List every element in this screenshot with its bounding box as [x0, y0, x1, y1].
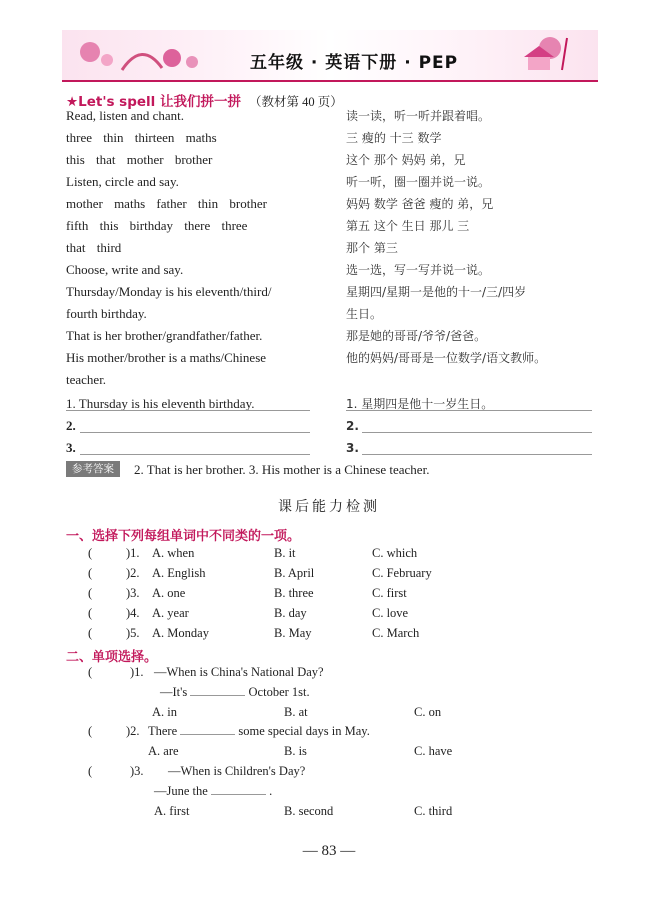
stem-end: some special days in May.: [238, 724, 370, 738]
spell-row-zh: 他的妈妈/哥哥是一位数学/语文教师。: [346, 351, 547, 365]
numbered-answer-zh: 1. 星期四是他十一岁生日。: [346, 397, 494, 411]
writing-line: [346, 410, 592, 411]
question-number: )2.: [126, 566, 140, 580]
writing-line: [80, 432, 310, 433]
writing-line: [362, 432, 592, 433]
option-b: B. May: [274, 626, 312, 640]
fill-blank[interactable]: [180, 723, 235, 735]
answer-bracket: (: [88, 626, 93, 640]
question-number: )4.: [126, 606, 140, 620]
spell-row-zh: 星期四/星期一是他的十一/三/四岁: [346, 285, 527, 299]
textbook-reference: （教材第 40 页）: [249, 95, 343, 109]
option-b: B. second: [284, 804, 334, 818]
option-b: B. April: [274, 566, 315, 580]
question-number: )5.: [126, 626, 140, 640]
spell-row-zh: 那是她的哥哥/爷爷/爸爸。: [346, 329, 487, 343]
spell-row-zh: 选一选，写一写并说一说。: [346, 263, 491, 277]
option-a: A. first: [154, 804, 190, 818]
spell-row-en: That is her brother/grandfather/father.: [66, 328, 263, 343]
spell-row-en: His mother/brother is a maths/Chinese: [66, 350, 267, 365]
option-c: C. first: [372, 586, 407, 600]
page-number: — 83 —: [302, 843, 356, 859]
option-c: C. third: [414, 804, 453, 818]
part1-heading: 一、选择下列每组单词中不同类的一项。: [66, 529, 301, 544]
spell-row-en: Read, listen and chant.: [66, 108, 185, 123]
numbered-answer-en: 1. Thursday is his eleventh birthday.: [66, 396, 255, 411]
section-heading: ★Let's spell 让我们拼一拼: [66, 94, 241, 110]
option-a: A. year: [152, 606, 189, 620]
spell-row-zh: 听一听，圈一圈并说一说。: [346, 175, 491, 189]
spell-row-zh: 生日。: [346, 307, 383, 321]
spell-row-en: teacher.: [66, 372, 107, 387]
stem-start: There: [148, 724, 178, 738]
writing-line: [66, 410, 310, 411]
question-stem: —When is China's National Day?: [154, 665, 324, 679]
spell-row-en: fifth this birthday there three: [66, 218, 248, 233]
option-a: A. English: [152, 566, 206, 580]
reply-start: —June the: [154, 784, 208, 798]
answer-bracket: (: [88, 764, 93, 778]
numbered-answer-en: 3.: [66, 440, 76, 455]
option-c: C. February: [372, 566, 432, 580]
option-b: B. is: [284, 744, 307, 758]
flower-decoration-icon: [80, 42, 100, 62]
option-b: B. three: [274, 586, 314, 600]
spell-row-en: mother maths father thin brother: [66, 196, 267, 211]
book-title: 五年级 · 英语下册 · PEP: [250, 53, 459, 73]
numbered-answer-zh: 3.: [346, 441, 359, 455]
option-b: B. at: [284, 705, 308, 719]
question-reply: [154, 783, 272, 799]
option-a: A. one: [152, 586, 186, 600]
spell-row-en: Thursday/Monday is his eleventh/third/: [66, 284, 272, 299]
reply-end: October 1st.: [248, 685, 310, 699]
reply-end: .: [269, 784, 273, 798]
question-stem: [148, 723, 370, 739]
question-number: )2.: [126, 724, 140, 738]
option-a: A. Monday: [152, 626, 209, 640]
option-c: C. on: [414, 705, 442, 719]
spell-row-zh: 读一读，听一听并跟着唱。: [346, 109, 491, 123]
part2-heading: 二、单项选择。: [66, 650, 158, 665]
question-number: )3.: [130, 764, 144, 778]
option-c: C. love: [372, 606, 409, 620]
answer-bracket: (: [88, 586, 93, 600]
answer-bracket: (: [88, 606, 93, 620]
spell-row-zh: 三 瘦的 十三 数学: [346, 131, 442, 145]
question-reply: [160, 684, 310, 700]
option-b: B. it: [274, 546, 296, 560]
answer-bracket: (: [88, 546, 93, 560]
numbered-answer-en: 2.: [66, 418, 76, 433]
spell-row-zh: 第五 这个 生日 那儿 三: [346, 219, 470, 233]
spell-row-en: Choose, write and say.: [66, 262, 184, 277]
spell-row-en: three thin thirteen maths: [66, 130, 217, 145]
spell-row-zh: 那个 第三: [346, 241, 398, 255]
question-number: )1.: [126, 546, 140, 560]
reference-answer-tag: 参考答案: [66, 461, 120, 477]
option-b: B. day: [274, 606, 307, 620]
fill-blank[interactable]: [190, 684, 245, 696]
spell-row-zh: 这个 那个 妈妈 弟，兄: [346, 153, 466, 167]
reference-answer-text: 2. That is her brother. 3. His mother is a Chinese teacher.: [134, 462, 430, 477]
spell-row-en: Listen, circle and say.: [66, 174, 179, 189]
option-a: A. are: [148, 744, 179, 758]
question-number: )1.: [130, 665, 144, 679]
spell-row-en: that third: [66, 240, 122, 255]
option-c: C. have: [414, 744, 453, 758]
fill-blank[interactable]: [211, 783, 266, 795]
reply-start: —It's: [160, 685, 188, 699]
option-a: A. when: [152, 546, 195, 560]
answer-bracket: (: [88, 724, 93, 738]
writing-line: [362, 454, 592, 455]
option-c: C. March: [372, 626, 420, 640]
answer-bracket: (: [88, 566, 93, 580]
spell-row-en: this that mother brother: [66, 152, 213, 167]
writing-line: [80, 454, 310, 455]
numbered-answer-zh: 2.: [346, 419, 359, 433]
option-c: C. which: [372, 546, 418, 560]
spell-row-en: fourth birthday.: [66, 306, 147, 321]
answer-bracket: (: [88, 665, 93, 679]
question-number: )3.: [126, 586, 140, 600]
exercise-title: 课后能力检测: [278, 499, 380, 515]
option-a: A. in: [152, 705, 177, 719]
spell-row-zh: 妈妈 数学 爸爸 瘦的 弟，兄: [346, 197, 494, 211]
question-stem: —When is Children's Day?: [168, 764, 306, 778]
